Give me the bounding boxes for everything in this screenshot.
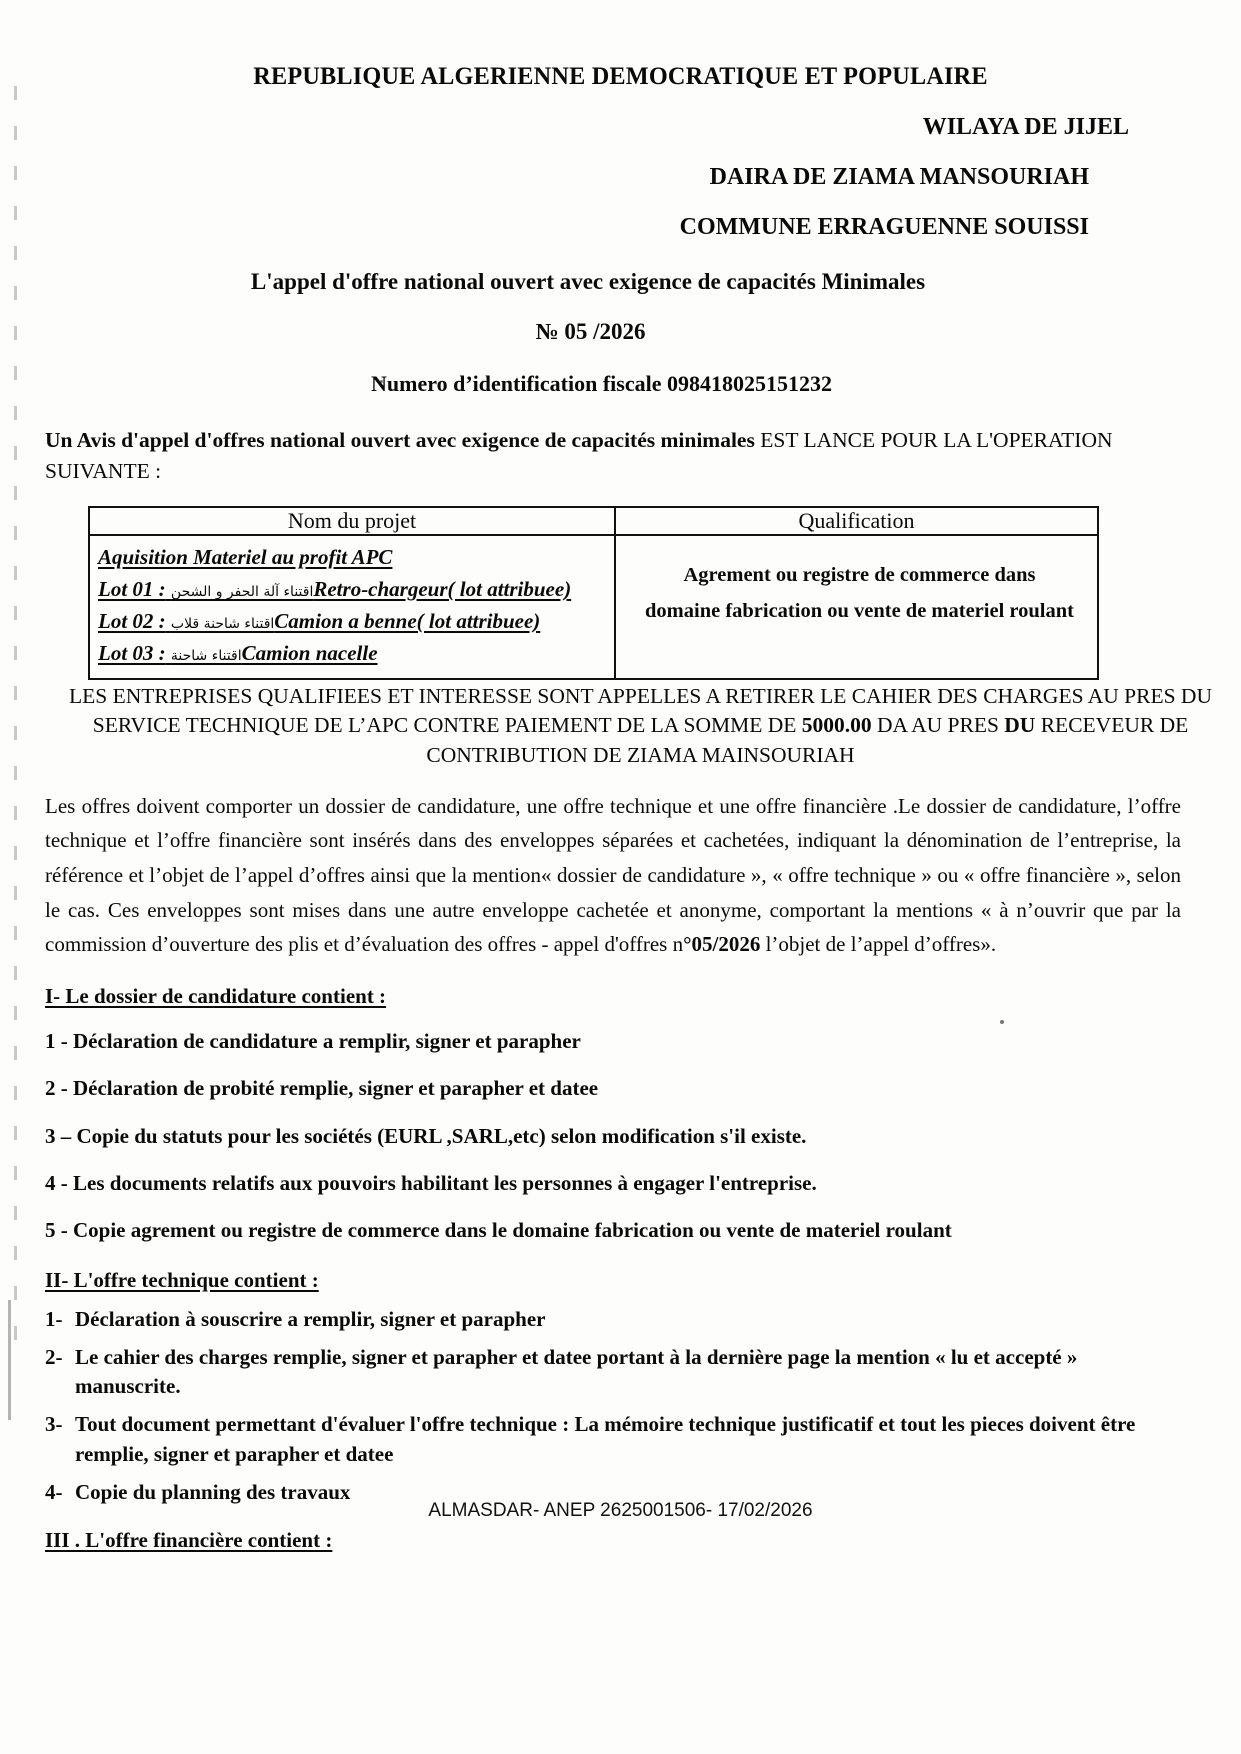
lead-paragraph <box>0 425 1241 486</box>
qualification-cell <box>615 535 1098 679</box>
lot-french-3: Camion nacelle <box>241 640 378 665</box>
project-cell <box>89 535 615 679</box>
wilaya-line: WILAYA DE JIJEL <box>922 114 1129 140</box>
technique-text-3: Tout document permettant d'évaluer l'offre technique : La mémoire technique justificatif et tout les pieces doivent être remplie, signer et parapher et datee <box>75 1412 1136 1467</box>
technique-text-4: Copie du planning des travaux <box>75 1479 351 1504</box>
lot-line-3 <box>98 638 608 670</box>
withdrawal-line-2b: DA AU PRES <box>871 713 1005 738</box>
technique-list <box>0 1305 1241 1508</box>
section-heading-financiere: III . L'offre financière contient : <box>45 1527 333 1552</box>
project-table <box>88 506 1099 680</box>
notice-number: № 05 /2026 <box>535 319 646 344</box>
technique-num-4: 4- <box>45 1479 63 1504</box>
withdrawal-line-1: LES ENTREPRISES QUALIFIEES ET INTERESSE SONT APPELLES A RETIRER LE CAHIER DES CHARGES AU <box>69 683 1119 708</box>
technique-num-3: 3- <box>45 1412 63 1437</box>
lot-french-2: Camion a benne( lot attribuee) <box>274 608 541 633</box>
technique-text-1: Déclaration à souscrire a remplir, signer et parapher <box>75 1306 546 1331</box>
technique-num-1: 1- <box>45 1306 63 1331</box>
column-header-qualification: Qualification <box>615 507 1098 535</box>
technique-item-3 <box>45 1410 1186 1470</box>
lot-arabic-1: اقتناء آلة الحفر و الشحن <box>170 583 314 600</box>
lot-label-1: Lot 01 : <box>98 576 166 601</box>
lead-bold: Un Avis d'appel d'offres national ouvert avec exigence de capacités minimales <box>45 428 755 452</box>
commune-line: COMMUNE ERRAGUENNE SOUISSI <box>679 214 1089 240</box>
section-heading-candidature: I- Le dossier de candidature contient : <box>45 983 387 1008</box>
withdrawal-amount: 5000.00 <box>801 713 872 738</box>
section-heading-technique: II- L'offre technique contient : <box>45 1267 319 1292</box>
candidature-item-4: 4 - Les documents relatifs aux pouvoirs habilitant les personnes à engager l'entreprise. <box>45 1171 817 1195</box>
technique-item-1 <box>45 1305 1186 1335</box>
offers-paragraph <box>0 789 1241 962</box>
withdrawal-notice <box>0 682 1241 771</box>
lot-line-1 <box>98 574 608 606</box>
candidature-item-3: 3 – Copie du statuts pour les sociétés (EURL ,SARL,etc) selon modification s'il existe. <box>45 1123 807 1148</box>
fiscal-id-line: Numero d’identification fiscale 098418025151232 <box>371 371 832 396</box>
table-row <box>89 535 1098 679</box>
withdrawal-line-2a: PRES DU SERVICE TECHNIQUE DE L’APC CONTRE PAIEMENT DE LA SOMME DE <box>92 683 1212 738</box>
page-footer: ALMASDAR- ANEP 2625001506- 17/02/2026 <box>428 1500 813 1521</box>
daira-line: DAIRA DE ZIAMA MANSOURIAH <box>709 164 1089 190</box>
technique-item-2 <box>45 1343 1186 1403</box>
lot-arabic-2: اقتناء شاحنة قلاب <box>170 615 275 632</box>
candidature-item-1: 1 - Déclaration de candidature a remplir, signer et parapher <box>45 1028 581 1053</box>
lead-plain: EST LANCE POUR LA L'OPERATION SUIVANTE : <box>45 428 1113 483</box>
withdrawal-line-3: RECEVEUR DE CONTRIBUTION DE ZIAMA MAINSOURIAH <box>426 713 1189 767</box>
notice-title: L'appel d'offre national ouvert avec exigence de capacités Minimales <box>250 269 926 294</box>
qualification-line-2: domaine fabrication ou vente de materiel roulant <box>645 599 1074 622</box>
table-header-row <box>89 507 1098 535</box>
qualification-line-1: Agrement ou registre de commerce dans <box>683 564 1036 587</box>
lot-label-3: Lot 03 : <box>98 640 166 665</box>
lot-arabic-3: اقتناء شاحنة <box>170 647 242 664</box>
technique-text-2: Le cahier des charges remplie, signer et parapher et datee portant à la dernière page la mention « lu et accepté » manuscrite. <box>75 1344 1078 1399</box>
lot-line-2 <box>98 606 608 638</box>
candidature-item-5: 5 - Copie agrement ou registre de commerce dans le domaine fabrication ou vente de materiel roulant <box>45 1218 952 1243</box>
offers-reference: °05/2026 <box>683 932 761 957</box>
candidature-item-2: 2 - Déclaration de probité remplie, signer et parapher et datee <box>45 1076 599 1101</box>
lot-french-1: Retro-chargeur( lot attribuee) <box>313 576 572 601</box>
offers-text-b: l’objet de l’appel d’offres». <box>760 932 997 957</box>
project-title: Aquisition Materiel au profit APC <box>98 545 393 570</box>
column-header-nom-du-projet: Nom du projet <box>89 507 615 535</box>
page-title: REPUBLIQUE ALGERIENNE DEMOCRATIQUE ET POPULAIRE <box>253 63 988 90</box>
technique-num-2: 2- <box>45 1344 63 1369</box>
withdrawal-line-2c: DU <box>1004 713 1036 738</box>
offers-text-a: Les offres doivent comporter un dossier de candidature, une offre technique et une offre financière .Le dossier de candidature, l’offre technique et l’offre financière sont insérés dans des enveloppes séparées et cachetées, indiquant la dénomination de l’entreprise, la référence et l’objet de l’appel d’offres ainsi que la mention« dossier de candidature », « offre technique » ou « offre financière », selon le cas. Ces enveloppes sont mises dans une autre enveloppe cachetée et anonyme, comportant la mentions « à n’ouvrir que par la commission d’ouverture des plis et d’évaluation des offres - appel d'offres n <box>45 793 1181 957</box>
lot-label-2: Lot 02 : <box>98 608 166 633</box>
